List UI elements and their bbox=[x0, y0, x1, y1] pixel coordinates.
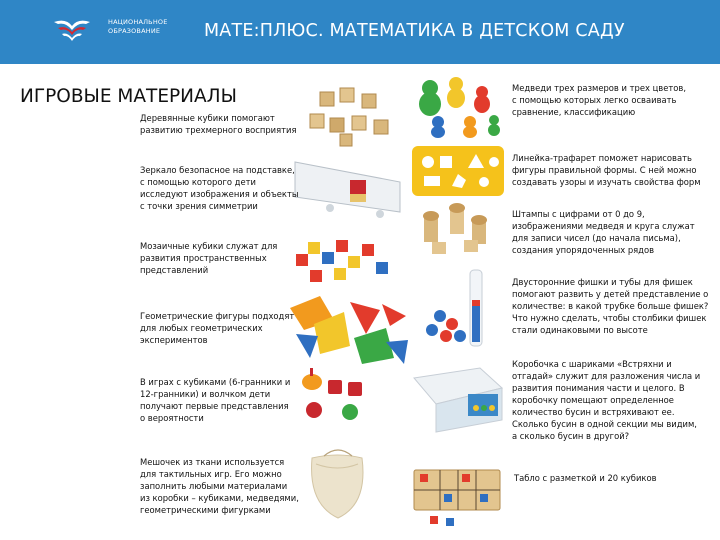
item-text-mirror: Зеркало безопасное на подставке, с помощью которого дети исследуют изображения и объекты с точки зрения симметрии bbox=[140, 165, 299, 211]
item-text-stencil: Линейка-трафарет поможет нарисовать фигуры правильной формы. С ней можно создавать узоры и изучать свойства форм bbox=[512, 153, 701, 187]
header-bar bbox=[0, 0, 720, 64]
logo-line-3: ОБРАЗОВАНИЕ bbox=[108, 27, 161, 35]
counting-board-icon bbox=[410, 444, 506, 532]
logo-line-2: НАЦИОНАЛЬНОЕ bbox=[108, 18, 168, 26]
item-text-stamps: Штампы с цифрами от 0 до 9, изображениями медведя и круга служат для записи чисел (до начала письма), создания упорядоченных рядов bbox=[512, 209, 695, 255]
item-text-mosaic: Мозаичные кубики служат для развития пространственных представлений bbox=[140, 241, 278, 275]
logo-mark-icon bbox=[52, 16, 92, 46]
bears-icon bbox=[408, 70, 508, 140]
logo bbox=[52, 14, 192, 50]
wooden-cubes-icon bbox=[300, 80, 400, 150]
item-text-bears: Медведи трех размеров и трех цветов, с помощью которых легко осваивать сравнение, классификацию bbox=[512, 83, 686, 117]
item-text-dice: В играх с кубиками (6-гранники и 12-гранники) и волчком дети получают первые представления о вероятности bbox=[140, 377, 291, 423]
stamps-icon bbox=[410, 202, 506, 258]
item-text-wooden-cubes: Деревянные кубики помогают развитию трехмерного восприятия bbox=[140, 113, 297, 135]
item-text-bead-box: Коробочка с шариками «Встряхни и отгадай» служит для разложения числа и развития понимания части и целого. В коробочку помещают определенное количество бусин и встряхивают ее. Сколько бусин в одной секции мы видим, а сколько бусин в другой? bbox=[512, 359, 701, 441]
dice-icon bbox=[294, 364, 374, 426]
section-title: ИГРОВЫЕ МАТЕРИАЛЫ bbox=[20, 86, 237, 107]
mirror-icon bbox=[290, 152, 410, 220]
page-title: МАТЕ:ПЛЮС. МАТЕМАТИКА В ДЕТСКОМ САДУ bbox=[204, 21, 625, 41]
geometric-shapes-icon bbox=[290, 294, 410, 370]
chips-tubes-icon bbox=[410, 266, 506, 352]
item-text-chips: Двусторонние фишки и тубы для фишек помогают развить у детей представление о количестве: в какой трубке больше фишек? Что нужно сделать, чтобы столбики фишек стали одинаковыми по высоте bbox=[512, 277, 709, 335]
item-text-bag: Мешочек из ткани используется для тактильных игр. Его можно заполнить любыми материалами из коробки – кубиками, медведями, геометрическими фигурками bbox=[140, 457, 299, 515]
bead-box-icon bbox=[410, 364, 506, 434]
mosaic-cubes-icon bbox=[290, 232, 400, 290]
fabric-bag-icon bbox=[298, 434, 378, 524]
item-text-geometric: Геометрические фигуры подходят для любых геометрических экспериментов bbox=[140, 311, 295, 345]
item-text-board: Табло с разметкой и 20 кубиков bbox=[514, 473, 657, 483]
stencil-ruler-icon bbox=[410, 140, 506, 202]
